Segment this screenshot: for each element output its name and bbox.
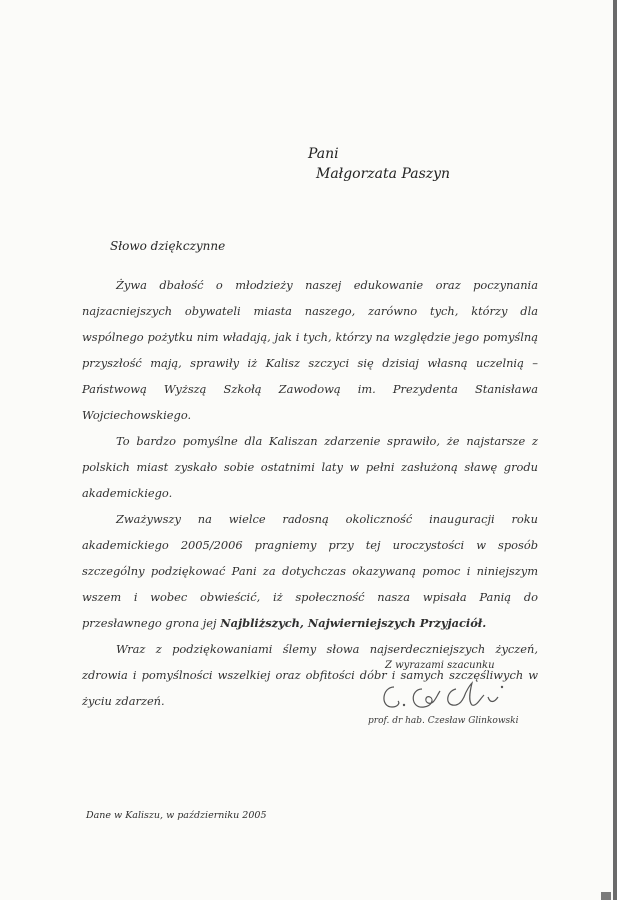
paragraph-1: Żywa dbałość o młodzieży naszej edukowanie oraz poczynania najzacniejszych obywateli miasta naszego, zarówno tych, którzy dla wspólnego pożytku nim władają, jak i tych, którzy na względzie jego pomyślną przyszłość mają, sprawiły iż Kalisz szczyci się dzisiaj własną uczelnią – Państwową Wyższą Szkołą Zawodową im. Prezydenta Stanisława Wojciechowskiego. <box>82 278 538 422</box>
paragraph-3-bold: Najbliższych, Najwierniejszych Przyjaciół. <box>220 616 487 630</box>
paragraph-3 <box>82 506 538 636</box>
handwritten-signature <box>374 677 514 717</box>
letter-body <box>82 272 538 714</box>
signer-name: prof. dr hab. Czesław Glinkowski <box>368 716 519 726</box>
paragraph-2: To bardzo pomyślne dla Kaliszan zdarzenie sprawiło, że najstarsze z polskich miast zyskało sobie ostatnimi laty w pełni zasłużoną sławę grodu akademickiego. <box>82 434 538 500</box>
paragraph-4: Wraz z podziękowaniami ślemy słowa najserdeczniejszych życzeń, zdrowia i pomyślności wszelkiej oraz obfitości dóbr i samych szczęśliwych w życiu zdarzeń. <box>82 642 538 708</box>
recipient-name: Małgorzata Paszyn <box>316 166 451 182</box>
paragraph-3-text: Zważywszy na wielce radosną okoliczność inauguracji roku akademickiego 2005/2006 pragniemy przy tej uroczystości w sposób szczególny podziękować Pani za dotychczas okazywaną pomoc i niniejszym wszem i wobec obwieścić, iż społeczność nasza wpisała Panią do przesławnego grona jej <box>82 512 538 630</box>
place-and-date: Dane w Kaliszu, w październiku 2005 <box>86 810 267 821</box>
recipient-salutation: Pani <box>308 146 339 162</box>
letter-heading: Słowo dziękczynne <box>110 239 226 253</box>
closing-phrase: Z wyrazami szacunku <box>385 660 495 671</box>
